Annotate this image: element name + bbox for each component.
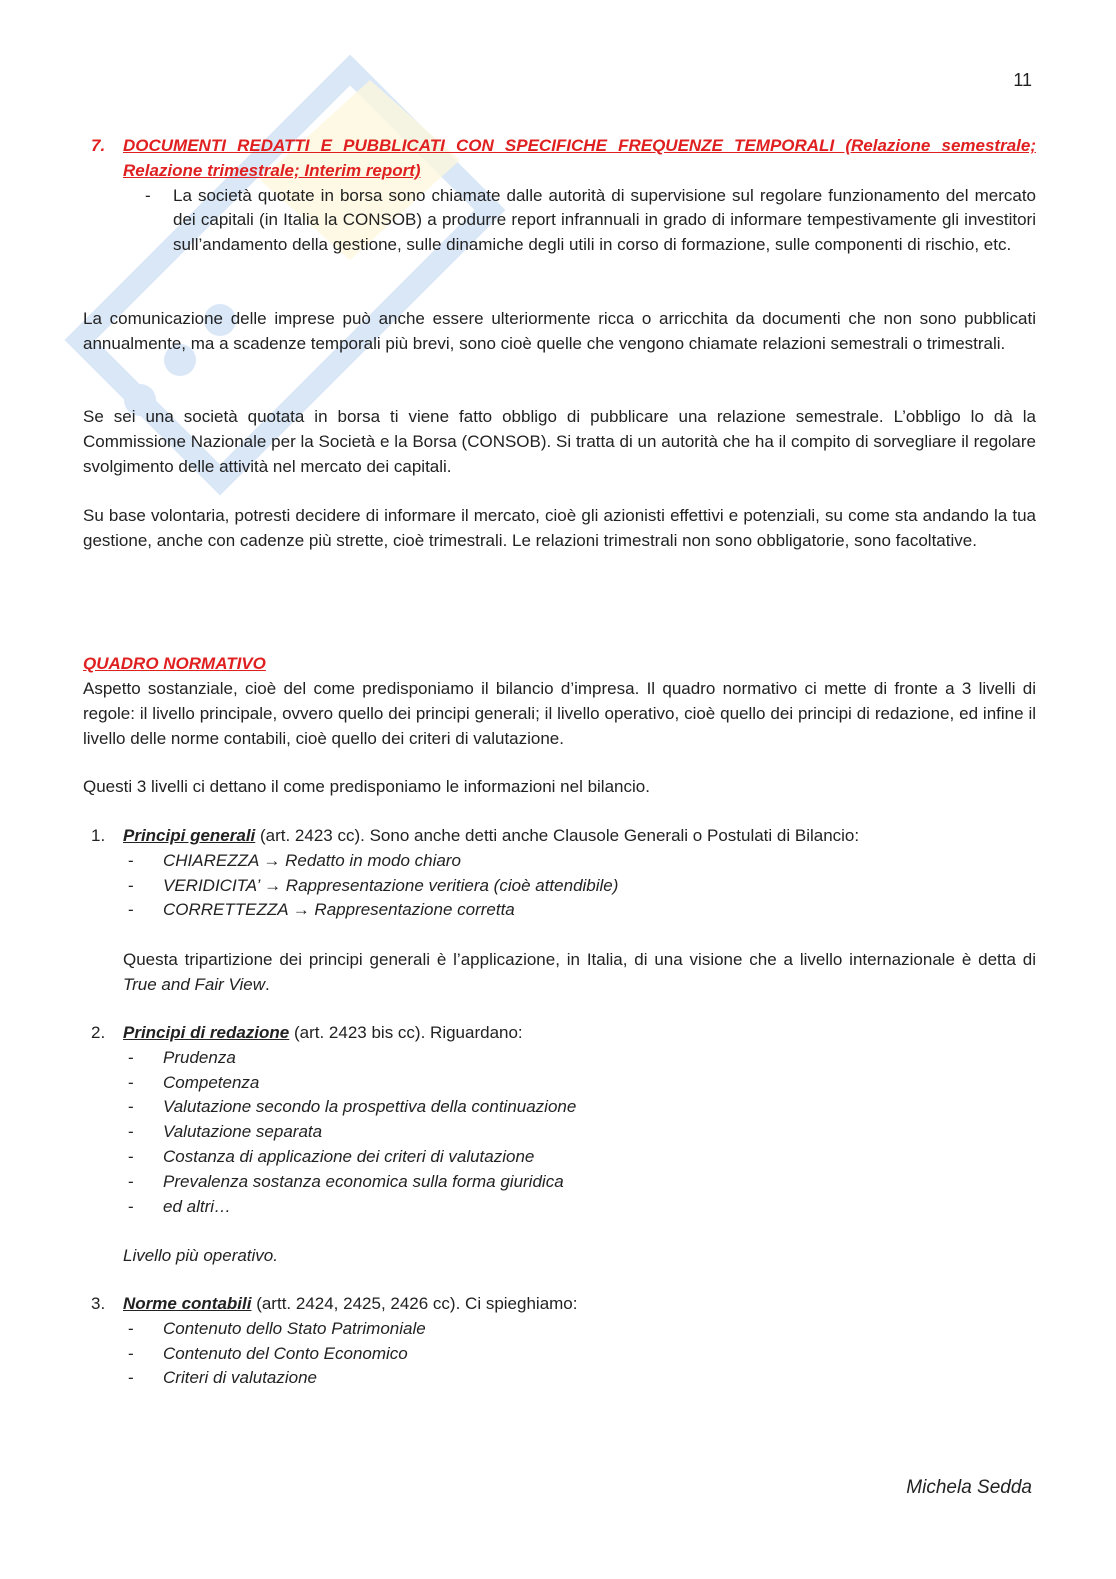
paragraph — [83, 307, 1036, 357]
sub-item-text: Contenuto del Conto Economico — [163, 1343, 408, 1363]
sub-item-text: ed altri… — [163, 1196, 232, 1216]
sub-item-text: CHIAREZZA → Redatto in modo chiaro — [163, 850, 461, 870]
quadro-intro-text: Aspetto sostanziale, cioè del come predisponiamo il bilancio d’impresa. Il quadro normativo ci mette di fronte a 3 livelli di regole: il livello principale, ovvero quello dei principi generali; il livello operativo, cioè quello dei principi di redazione, ed infine il livello delle norme contabili, cioè quello dei criteri di valutazione. — [83, 679, 1036, 748]
quadro-intro-2-text: Questi 3 livelli ci dettano il come predisponiamo le informazioni nel bilancio. — [83, 777, 650, 796]
section-7-bullet-text: La società quotate in borsa sono chiamate dalle autorità di supervisione sul regolare funzionamento del mercato dei capitali (in Italia la CONSOB) a produrre report infrannuali in grado di informare tempestivamente gli investitori sull’andamento della gestione, sulle dinamiche degli utili in corso di formazione, sulle componenti di rischio, etc. — [173, 185, 1036, 255]
bullet-dash: - — [128, 1343, 134, 1363]
list-note: Livello più operativo. — [123, 1246, 278, 1266]
sub-item — [83, 1342, 1036, 1367]
bullet-dash: - — [145, 185, 151, 205]
list-item-norme-contabili — [83, 1292, 1036, 1391]
sub-item-text: Valutazione separata — [163, 1122, 323, 1142]
bullet-dash: - — [128, 875, 134, 895]
sub-item — [83, 1170, 1036, 1195]
bullet-dash: - — [128, 900, 134, 920]
sub-item — [83, 1046, 1036, 1071]
sub-item — [83, 849, 1036, 874]
bullet-dash: - — [128, 1072, 134, 1092]
paragraph — [83, 504, 1036, 554]
bullet-dash: - — [128, 850, 134, 870]
section-7-number: 7. — [91, 136, 106, 155]
paragraph-text: Se sei una società quotata in borsa ti viene fatto obbligo di pubblicare una relazione semestrale. L’obbligo lo dà la Commissione Nazionale per la Società e la Borsa (CONSOB). Si tratta di un autorità che ha il compito di sorvegliare il regolare svolgimento delle attività nel mercato dei capitali. — [83, 407, 1036, 476]
sub-item — [83, 1095, 1036, 1120]
list-item-head — [83, 1292, 1036, 1317]
list-item-head — [83, 824, 1036, 849]
bullet-dash: - — [128, 1318, 134, 1338]
sub-item — [83, 1071, 1036, 1096]
sub-item — [83, 874, 1036, 899]
sub-item — [83, 1366, 1036, 1391]
section-7-bullet — [83, 184, 1036, 258]
list-term: Principi generali — [123, 826, 256, 845]
quadro-normativo-title: QUADRO NORMATIVO — [83, 654, 266, 673]
list-number: 1. — [91, 826, 106, 845]
sub-item-text: Criteri di valutazione — [163, 1368, 318, 1388]
sub-item-text: Competenza — [163, 1072, 260, 1092]
list-note — [83, 948, 1036, 998]
list-term-rest: (art. 2423 cc). Sono anche detti anche Clausole Generali o Postulati di Bilancio: — [255, 826, 860, 845]
bullet-dash: - — [128, 1122, 134, 1142]
list-item-principi-redazione — [83, 1021, 1036, 1269]
sub-item — [83, 1317, 1036, 1342]
sub-item-text: Prevalenza sostanza economica sulla forma giuridica — [163, 1171, 564, 1191]
paragraph-text: La comunicazione delle imprese può anche essere ulteriormente ricca o arricchita da documenti che non sono pubblicati annualmente, ma a scadenze temporali più brevi, sono cioè quelle che vengono chiamate relazioni semestrali o trimestrali. — [83, 309, 1036, 353]
sub-item — [83, 1145, 1036, 1170]
sub-item-text: Valutazione secondo la prospettiva della continuazione — [163, 1097, 577, 1117]
sub-item-text: Costanza di applicazione dei criteri di valutazione — [163, 1146, 535, 1166]
list-term: Principi di redazione — [123, 1023, 290, 1042]
watermark-logo-icon — [20, 40, 580, 560]
page-number: 11 — [1013, 70, 1032, 90]
bullet-dash: - — [128, 1196, 134, 1216]
list-number: 2. — [91, 1023, 106, 1042]
sub-item — [83, 1195, 1036, 1220]
list-term-rest: (art. 2423 bis cc). Riguardano: — [289, 1023, 523, 1042]
list-note-italic: True and Fair View — [123, 974, 266, 994]
sub-item-text: VERIDICITA’ → Rappresentazione veritiera (cioè attendibile) — [163, 875, 619, 895]
list-note-text: Questa tripartizione dei principi generali è l’applicazione, in Italia, di una visione che a livello internazionale è detta di — [123, 949, 1036, 969]
sub-item-text: CORRETTEZZA → Rappresentazione corretta — [163, 900, 515, 920]
sub-item — [83, 1120, 1036, 1145]
bullet-dash: - — [128, 1097, 134, 1117]
section-7-title: DOCUMENTI REDATTI E PUBBLICATI CON SPECIFICHE FREQUENZE TEMPORALI (Relazione semestrale; Relazione trimestrale; Interim report) — [123, 136, 1036, 180]
bullet-dash: - — [128, 1171, 134, 1191]
list-item-head — [83, 1021, 1036, 1046]
list-note-end: . — [265, 974, 270, 994]
paragraph-text: Su base volontaria, potresti decidere di informare il mercato, cioè gli azionisti effettivi e potenziali, su come sta andando la tua gestione, anche con cadenze più strette, cioè trimestrali. Le relazioni trimestrali non sono obbligatorie, sono facoltative. — [83, 506, 1036, 550]
author-footer: Michela Sedda — [906, 1477, 1032, 1498]
list-term-rest: (artt. 2424, 2425, 2426 cc). Ci spieghiamo: — [251, 1294, 578, 1313]
bullet-dash: - — [128, 1146, 134, 1166]
sub-item — [83, 898, 1036, 923]
list-item-principi-generali — [83, 824, 1036, 998]
section-7 — [83, 134, 1036, 258]
bullet-dash: - — [128, 1368, 134, 1388]
sub-item-text: Prudenza — [163, 1047, 236, 1067]
list-term: Norme contabili — [123, 1294, 252, 1313]
quadro-intro-2 — [83, 775, 1036, 800]
sub-item-text: Contenuto dello Stato Patrimoniale — [163, 1318, 426, 1338]
quadro-intro — [83, 677, 1036, 751]
list-number: 3. — [91, 1294, 106, 1313]
bullet-dash: - — [128, 1047, 134, 1067]
paragraph — [83, 405, 1036, 479]
